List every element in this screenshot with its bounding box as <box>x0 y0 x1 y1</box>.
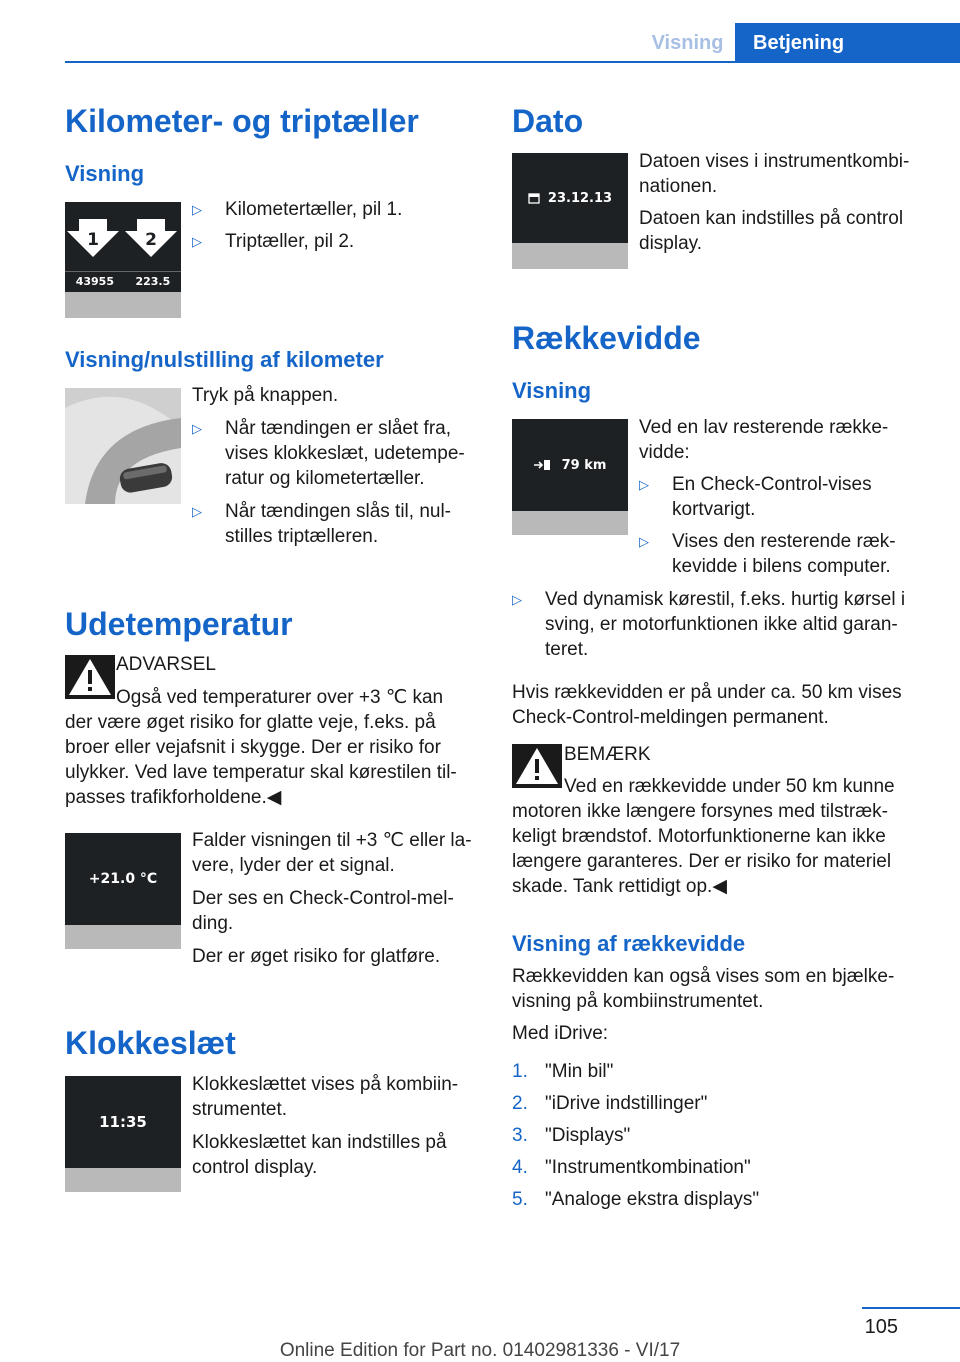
note-text: længere garanteres. Der er risiko for materiel <box>512 851 892 872</box>
range-text: Hvis rækkevidden er på under ca. 50 km vises <box>512 682 902 703</box>
temperature-image <box>65 833 181 949</box>
bullet-triangle-icon: ▷ <box>192 202 202 217</box>
note-label: BEMÆRK <box>564 744 651 765</box>
button-image <box>65 388 181 504</box>
list-item: ▷ Vises den resterende ræk- kevidde i bilens computer. <box>639 531 896 577</box>
temperature-value: +21.0 °C <box>65 833 181 925</box>
date-text: display. <box>639 233 703 254</box>
range-text: Ved en lav resterende række- <box>639 417 889 438</box>
temp-text: vere, lyder der et signal. <box>192 855 395 876</box>
bullet-triangle-icon: ▷ <box>192 234 202 249</box>
warning-icon <box>512 744 562 788</box>
odometer-value: 43955 <box>75 275 114 288</box>
date-image <box>512 153 628 269</box>
bullet-triangle-icon: ▷ <box>639 477 649 492</box>
footer-edition: Online Edition for Part no. 01402981336 - VI/17 <box>279 1340 681 1361</box>
fuel-pump-icon <box>534 459 552 471</box>
note-text: keligt brændstof. Motorfunktionerne kan ikke <box>512 826 886 847</box>
list-item: 4. "Instrumentkombination" <box>512 1157 751 1178</box>
warning-text: ulykker. Ved lave temperatur skal kørestilen til- <box>65 762 457 783</box>
temp-text: ding. <box>192 913 234 934</box>
note-text: Ved en rækkevidde under 50 km kunne <box>564 776 895 797</box>
note-text: motoren ikke længere forsynes med tilstræk- <box>512 801 888 822</box>
date-value: 23.12.13 <box>547 190 613 206</box>
range-text: Med iDrive: <box>512 1023 609 1044</box>
note-text: skade. Tank rettidigt op.◀ <box>512 876 727 897</box>
list-item: 2. "iDrive indstillinger" <box>512 1093 708 1114</box>
warning-icon <box>65 655 115 699</box>
warning-text: der være øget risiko for glatte veje, f.eks. på <box>65 712 436 733</box>
header-tabs <box>640 23 960 63</box>
clock-text: Klokkeslættet kan indstilles på <box>192 1132 447 1153</box>
page-number: 105 <box>864 1316 898 1338</box>
list-item: ▷ En Check-Control-vises kortvarigt. <box>639 474 872 520</box>
range-image <box>512 419 628 535</box>
clock-text: strumentet. <box>192 1099 288 1120</box>
list-item: 5. "Analoge ekstra displays" <box>512 1189 760 1210</box>
range-text: Rækkevidden kan også vises som en bjælke- <box>512 966 895 987</box>
arrow-down-icon <box>65 211 181 271</box>
list-item: ▷ Når tændingen er slået fra, vises klokkeslæt, udetempe- ratur og kilometertæller. <box>192 418 465 489</box>
warning-icon-box <box>65 655 115 699</box>
list-item: ▷ Ved dynamisk kørestil, f.eks. hurtig kørsel i sving, er motorfunktionen ikke altid garan- teret. <box>512 589 906 660</box>
km-subtitle: Visning <box>65 161 145 186</box>
reset-intro: Tryk på knappen. <box>192 385 339 406</box>
clock-value: 11:35 <box>65 1076 181 1168</box>
range-title: Rækkevidde <box>512 320 701 356</box>
header-tab-betjening[interactable]: Betjening <box>735 23 960 63</box>
clock-title: Klokkeslæt <box>65 1025 236 1061</box>
warning-text: Også ved temperaturer over +3 ℃ kan <box>116 687 444 708</box>
list-item: ▷ Kilometertæller, pil 1. <box>192 199 403 220</box>
svg-text:2: 2 <box>145 230 157 250</box>
range-value: 79 km <box>561 457 607 473</box>
range-text: Check-Control-meldingen permanent. <box>512 707 829 728</box>
bullet-triangle-icon: ▷ <box>192 504 202 519</box>
range-text: vidde: <box>639 442 690 463</box>
list-item: ▷ Triptæller, pil 2. <box>192 231 355 252</box>
temp-text: Falder visningen til +3 ℃ eller la- <box>192 830 472 851</box>
range-text: visning på kombiinstrumentet. <box>512 991 764 1012</box>
temp-text: Der er øget risiko for glatføre. <box>192 946 441 967</box>
clock-text: Klokkeslættet vises på kombiin- <box>192 1074 459 1095</box>
date-text: Datoen kan indstilles på control <box>639 208 904 229</box>
warning-text: broer eller vejafsnit i skygge. Der er risiko for <box>65 737 441 758</box>
clock-image <box>65 1076 181 1192</box>
range-subtitle: Visning <box>512 378 592 403</box>
warning-text: passes trafikforholdene.◀ <box>65 787 282 808</box>
date-text: nationen. <box>639 176 718 197</box>
footer-rule <box>862 1307 960 1309</box>
temp-text: Der ses en Check-Control-mel- <box>192 888 454 909</box>
svg-text:1: 1 <box>87 230 99 250</box>
bullet-triangle-icon: ▷ <box>192 421 202 436</box>
clock-text: control display. <box>192 1157 318 1178</box>
range-display-subtitle: Visning af rækkevidde <box>512 931 746 956</box>
bullet-triangle-icon: ▷ <box>512 592 522 607</box>
km-title: Kilometer- og triptæller <box>65 103 419 139</box>
list-item: ▷ Når tændingen slås til, nul- stilles triptælleren. <box>192 501 451 547</box>
header-tab-visning[interactable]: Visning <box>651 31 724 54</box>
list-item: 1. "Min bil" <box>512 1061 614 1082</box>
reset-knob-icon <box>65 388 181 504</box>
warning-label: ADVARSEL <box>116 654 216 675</box>
trip-value: 223.5 <box>135 275 171 288</box>
date-title: Dato <box>512 103 584 139</box>
odometer-image <box>65 202 181 318</box>
header-rule <box>65 61 960 63</box>
reset-title: Visning/nulstilling af kilometer <box>65 347 384 372</box>
calendar-icon <box>528 192 540 204</box>
bullet-triangle-icon: ▷ <box>639 534 649 549</box>
list-item: 3. "Displays" <box>512 1125 631 1146</box>
temp-title: Udetemperatur <box>65 606 293 642</box>
note-icon-box <box>512 744 562 788</box>
date-text: Datoen vises i instrumentkombi- <box>639 151 910 172</box>
